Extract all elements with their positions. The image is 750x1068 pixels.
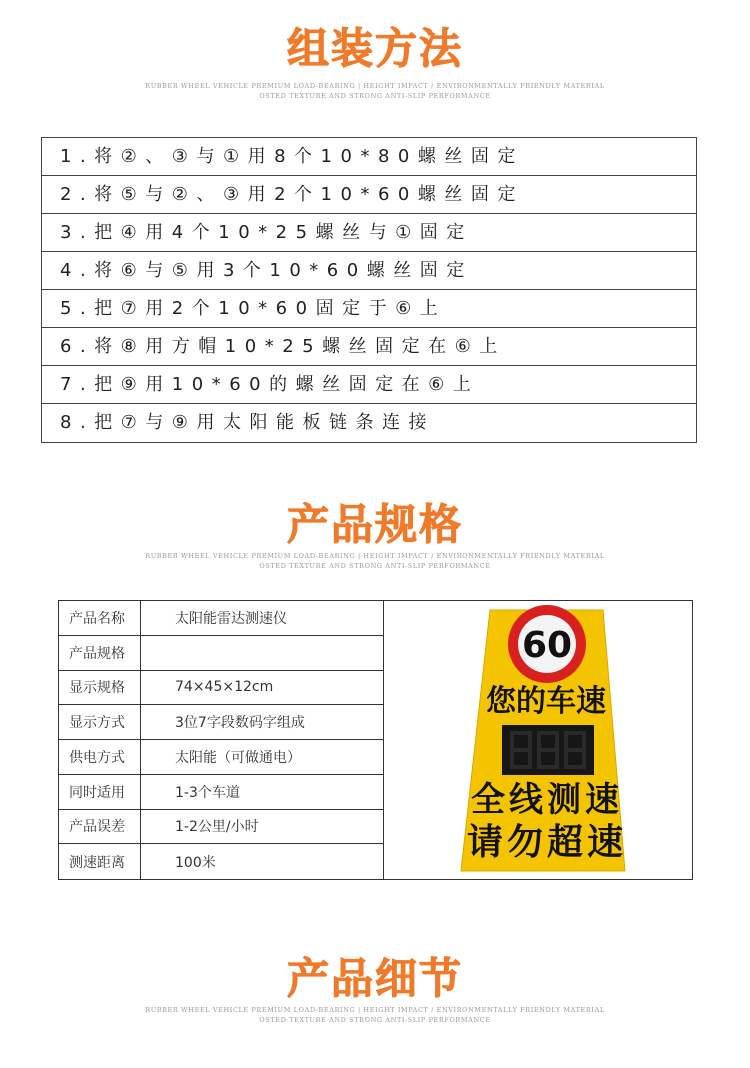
spec-key: 产品规格 [59,636,141,670]
step-row: 7.把⑨用10*60的螺丝固定在⑥上 [42,366,696,404]
specs-subtitle-line2: OSTED TEXTURE AND STRONG ANTI-SLIP PERFORMANCE [259,562,491,570]
spec-row [59,601,383,636]
spec-key: 测速距离 [59,844,141,879]
speed-sign-illustration [384,601,692,879]
spec-value: 74×45×12cm [175,679,274,696]
specs-subtitle-line1: RUBBER WHEEL VEHICLE PREMIUM LOAD-BEARING | HEIGHT IMPACT / ENVIRONMENTALLY FRIENDLY MATERIAL [145,552,605,560]
step-row: 8.把⑦与⑨用太阳能板链条连接 [60,412,435,433]
step-row: 4.将⑥与⑤用3个10*60螺丝固定 [42,252,696,290]
speed-limit-text: 60 [521,625,573,666]
assembly-subtitle-line2: OSTED TEXTURE AND STRONG ANTI-SLIP PERFORMANCE [259,92,491,100]
product-image [384,601,692,879]
spec-row [59,775,383,810]
sign-line2: 全线测速 [471,780,623,820]
spec-key: 同时适用 [59,775,141,809]
details-subtitle-line1: RUBBER WHEEL VEHICLE PREMIUM LOAD-BEARING | HEIGHT IMPACT / ENVIRONMENTALLY FRIENDLY MATERIAL [145,1006,605,1014]
spec-key: 显示规格 [59,671,141,705]
details-title: 产品细节 [286,954,463,1003]
step-row: 6.将⑧用方帽10*25螺丝固定在⑥上 [42,328,696,366]
spec-row [59,844,383,879]
step-row: 2.将⑤与②、③用2个10*60螺丝固定 [42,176,696,214]
details-subtitle-line2: OSTED TEXTURE AND STRONG ANTI-SLIP PERFORMANCE [259,1016,491,1024]
spec-key: 产品误差 [59,810,141,844]
assembly-title: 组装方法 [286,24,463,73]
spec-row [59,810,383,845]
sign-line3: 请勿超速 [466,822,628,863]
spec-value: 3位7字段数码字组成 [175,715,305,732]
assembly-subtitle-line1: RUBBER WHEEL VEHICLE PREMIUM LOAD-BEARING | HEIGHT IMPACT / ENVIRONMENTALLY FRIENDLY MATERIAL [145,82,605,90]
spec-row [59,636,383,671]
spec-key: 显示方式 [59,705,141,739]
spec-value: 1-3个车道 [175,784,240,801]
spec-value: 太阳能（可做通电） [175,749,301,766]
spec-value: 1-2公里/小时 [175,819,259,836]
spec-row [59,671,383,706]
assembly-steps-table [41,137,697,443]
spec-value: 太阳能雷达测速仪 [175,610,287,627]
spec-value: 100米 [175,854,216,871]
step-row: 5.把⑦用2个10*60固定于⑥上 [42,290,696,328]
step-row: 1.将②、③与①用8个10*80螺丝固定 [42,138,696,176]
step-row: 3.把④用4个10*25螺丝与①固定 [42,214,696,252]
spec-table [59,601,383,879]
spec-table-frame [58,600,693,880]
specs-title: 产品规格 [286,500,463,549]
spec-row [59,705,383,740]
spec-row [59,740,383,775]
spec-key: 产品名称 [59,601,141,635]
spec-key: 供电方式 [59,740,141,774]
sign-line1: 您的车速 [486,684,606,719]
